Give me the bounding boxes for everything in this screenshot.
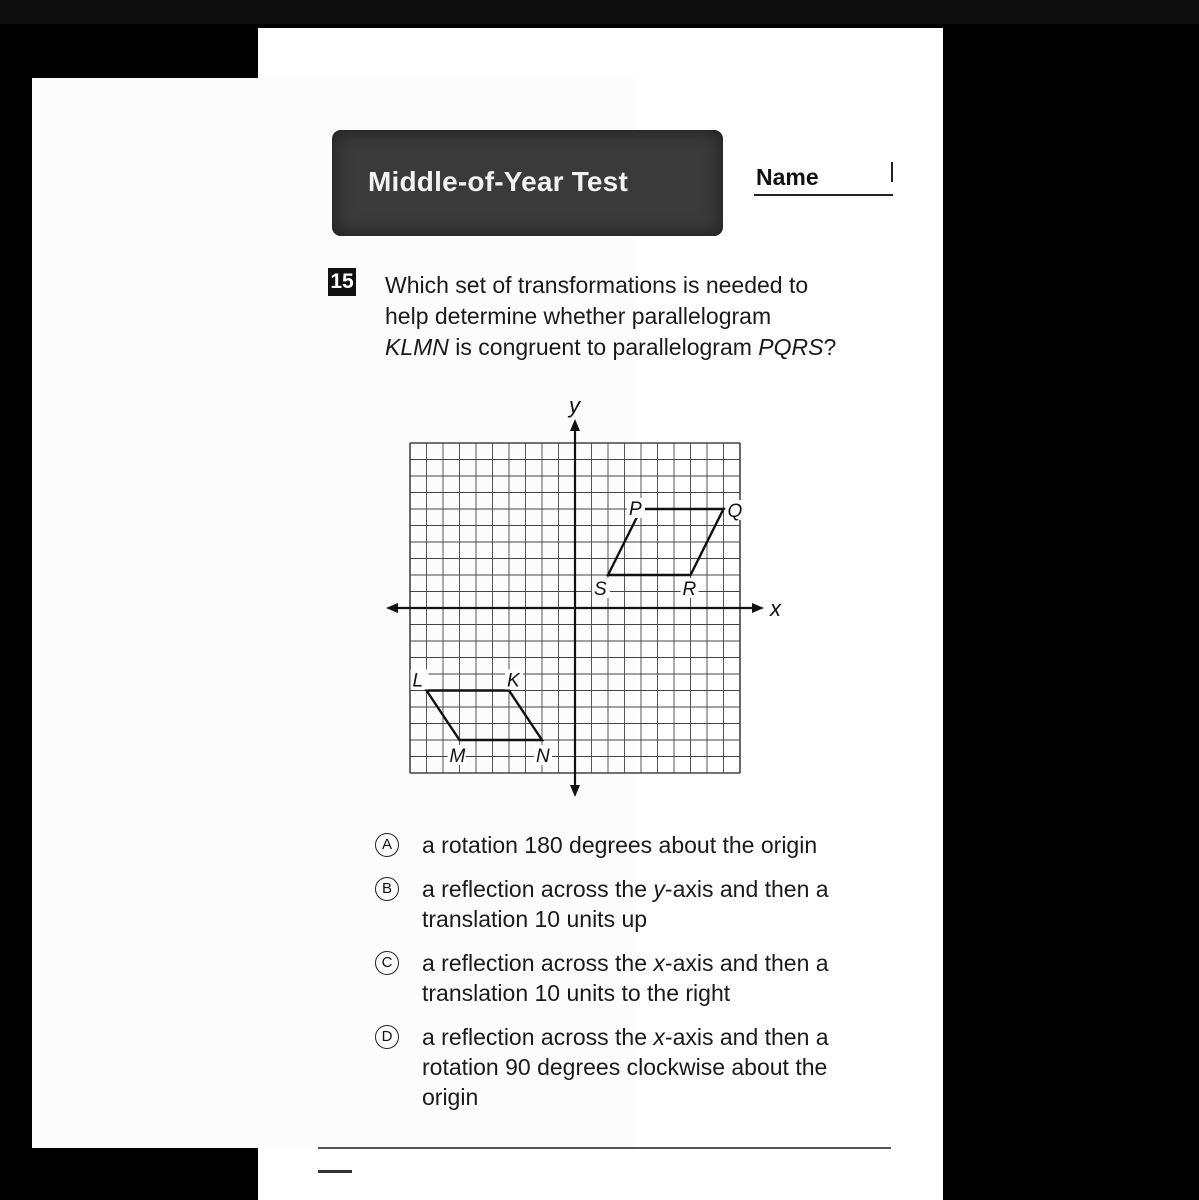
choice-a-bubble[interactable]: A: [375, 833, 399, 857]
choice-c-line-1: a reflection across the x-axis and then a: [422, 950, 829, 976]
choice-c[interactable]: [375, 948, 895, 1008]
parallelogram-klmn: [427, 691, 543, 741]
choice-c-bubble[interactable]: C: [375, 951, 399, 975]
choice-d-line-1: a reflection across the x-axis and then a: [422, 1024, 829, 1050]
choice-b-bubble[interactable]: B: [375, 877, 399, 901]
vertex-label-m: M: [449, 746, 466, 767]
choice-d-text: [422, 1022, 895, 1112]
choice-a-text: [422, 830, 895, 860]
shape-name-pqrs: PQRS: [758, 334, 824, 360]
y-axis-arrow-up: [570, 419, 580, 431]
vertex-label-s: S: [594, 579, 607, 600]
question-line-2: help determine whether parallelogram: [385, 303, 772, 329]
choice-b-line-2: translation 10 units up: [422, 906, 648, 932]
choice-c-text: [422, 948, 895, 1008]
x-axis-arrow-right: [752, 603, 764, 613]
choice-d[interactable]: [375, 1022, 895, 1112]
x-axis-arrow-left: [386, 603, 398, 613]
vertex-label-k: K: [507, 670, 520, 692]
question-line-1: Which set of transformations is needed to: [385, 272, 809, 298]
axes: [386, 393, 782, 797]
y-axis-arrow-down: [570, 785, 580, 797]
name-label: Name: [756, 164, 819, 190]
y-axis-label: y: [569, 393, 580, 418]
shape-name-klmn: KLMN: [385, 334, 449, 360]
name-line-end-mark: [891, 162, 893, 182]
vertex-label-l: L: [412, 670, 424, 692]
vertex-label-r: R: [682, 579, 697, 600]
choice-d-bubble[interactable]: D: [375, 1025, 399, 1049]
vertex-label-q: Q: [727, 501, 743, 522]
name-underline: [754, 194, 893, 196]
answer-choices: [375, 830, 895, 1126]
question-line-3: [385, 332, 885, 363]
choice-b-text: [422, 874, 895, 934]
question-line-3-mid: is congruent to parallelogram: [448, 334, 759, 360]
coordinate-grid: [380, 388, 800, 808]
choice-b-line-1: a reflection across the y-axis and then a: [422, 876, 829, 902]
top-bar: [0, 0, 1199, 24]
question-line-3-end: ?: [823, 334, 837, 360]
vertex-label-p: P: [629, 499, 642, 520]
question-text: [385, 270, 885, 363]
choice-d-line-2: rotation 90 degrees clockwise about the: [422, 1054, 828, 1080]
test-title: Middle-of-Year Test: [368, 166, 628, 197]
bottom-rule: [318, 1147, 891, 1149]
choice-b[interactable]: [375, 874, 895, 934]
x-axis-label: x: [770, 596, 781, 621]
vertex-labels: [411, 498, 744, 767]
vertex-label-n: N: [536, 746, 550, 767]
question-number: 15: [328, 268, 356, 296]
choice-c-line-2: translation 10 units to the right: [422, 980, 731, 1006]
choice-a-line-1: a rotation 180 degrees about the origin: [422, 832, 818, 858]
bottom-mark: [318, 1170, 352, 1173]
choice-a[interactable]: [375, 830, 895, 860]
choice-d-line-3: origin: [422, 1084, 479, 1110]
